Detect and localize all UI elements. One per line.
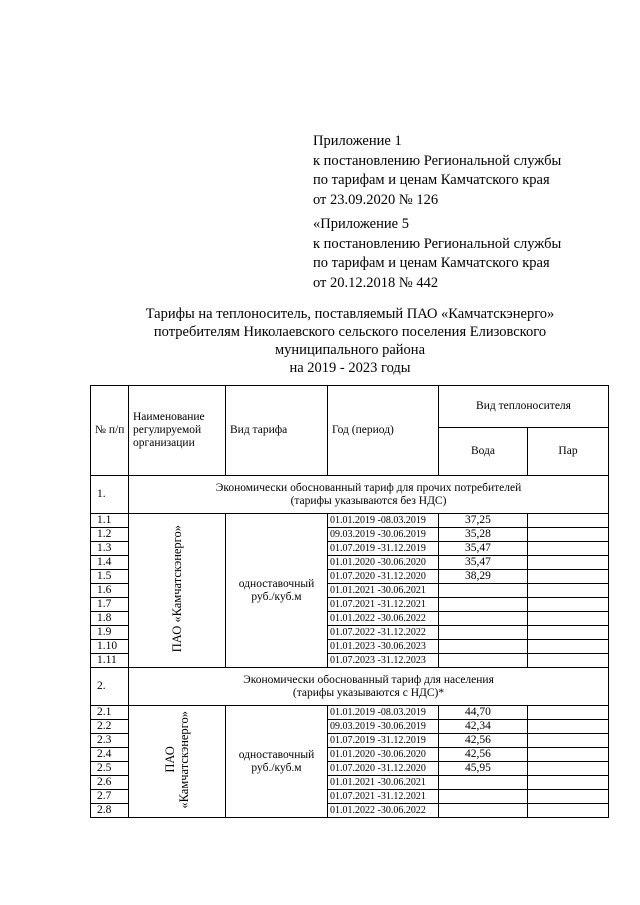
- row-period: 01.07.2021 -31.12.2021: [328, 598, 439, 612]
- row-water-value: [439, 584, 528, 598]
- row-water-value: 38,29: [439, 570, 528, 584]
- rate-unit-line: руб./куб.м: [251, 761, 302, 774]
- appendix-current-line: от 23.09.2020 № 126: [313, 191, 439, 208]
- section-1-title-line: Экономически обоснованный тариф для прочих потребителей: [215, 481, 522, 494]
- row-steam-value: [528, 556, 609, 570]
- row-period: 01.07.2019 -31.12.2019: [328, 542, 439, 556]
- row-steam-value: [528, 790, 609, 804]
- row-steam-value: [528, 748, 609, 762]
- section-2-title-line: Экономически обоснованный тариф для населения: [243, 673, 494, 686]
- row-num: 1.6: [91, 584, 129, 598]
- section-1-num: 1.: [91, 476, 129, 514]
- row-period: 01.07.2022 -31.12.2022: [328, 626, 439, 640]
- row-period: 01.07.2023 -31.12.2023: [328, 654, 439, 668]
- appendix-previous-header: [313, 215, 613, 293]
- table-row: [91, 514, 609, 528]
- appendix-current-line: по тарифам и ценам Камчатского края: [313, 172, 550, 188]
- row-water-value: [439, 804, 528, 818]
- row-num: 2.3: [91, 734, 129, 748]
- row-period: 09.03.2019 -30.06.2019: [328, 528, 439, 542]
- row-num: 1.11: [91, 654, 129, 668]
- row-num: 1.2: [91, 528, 129, 542]
- row-steam-value: [528, 734, 609, 748]
- row-steam-value: [528, 626, 609, 640]
- rate-type-line: одноставочный: [238, 748, 315, 761]
- title-line: Тарифы на теплоноситель, поставляемый ПАО «Камчатскэнерго»: [145, 306, 555, 322]
- header-period: Год (период): [328, 386, 439, 476]
- section-1-row: [91, 476, 609, 514]
- row-steam-value: [528, 640, 609, 654]
- row-water-value: 42,56: [439, 734, 528, 748]
- row-water-value: [439, 598, 528, 612]
- row-period: 01.07.2019 -31.12.2019: [328, 734, 439, 748]
- organization-name: ПАО «Камчатскэнерго»: [170, 524, 184, 653]
- section-2-title-line: (тарифы указываются с НДС)*: [292, 686, 445, 699]
- row-water-value: 44,70: [439, 706, 528, 720]
- row-num: 1.5: [91, 570, 129, 584]
- row-period: 01.01.2019 -08.03.2019: [328, 706, 439, 720]
- section-2-num: 2.: [91, 668, 129, 706]
- row-steam-value: [528, 612, 609, 626]
- row-period: 01.07.2021 -31.12.2021: [328, 790, 439, 804]
- section-1-rate-type: [226, 514, 328, 668]
- title-line: на 2019 - 2023 годы: [289, 360, 411, 376]
- section-2-row: [91, 668, 609, 706]
- tariff-table: [90, 385, 609, 818]
- section-1-title: [129, 476, 609, 514]
- row-period: 01.01.2022 -30.06.2022: [328, 804, 439, 818]
- row-water-value: [439, 654, 528, 668]
- organization-name-line: «Камчатскэнерго»: [177, 710, 191, 809]
- row-water-value: [439, 626, 528, 640]
- row-water-value: 45,95: [439, 762, 528, 776]
- appendix-current-line: Приложение 1: [313, 133, 402, 149]
- row-steam-value: [528, 654, 609, 668]
- row-steam-value: [528, 584, 609, 598]
- row-num: 2.2: [91, 720, 129, 734]
- row-steam-value: [528, 706, 609, 720]
- row-period: 01.07.2020 -31.12.2020: [328, 762, 439, 776]
- row-num: 1.8: [91, 612, 129, 626]
- row-steam-value: [528, 598, 609, 612]
- header-water: Вода: [439, 428, 528, 476]
- appendix-current-line: к постановлению Региональной службы: [313, 152, 562, 169]
- row-steam-value: [528, 762, 609, 776]
- row-water-value: 37,25: [439, 514, 528, 528]
- row-num: 1.3: [91, 542, 129, 556]
- row-water-value: [439, 612, 528, 626]
- section-2-title: [129, 668, 609, 706]
- row-steam-value: [528, 528, 609, 542]
- header-tariff-type: Вид тарифа: [226, 386, 328, 476]
- appendix-previous-line: к постановлению Региональной службы: [313, 235, 562, 252]
- section-2-organization: [129, 706, 226, 818]
- row-period: 01.07.2020 -31.12.2020: [328, 570, 439, 584]
- row-num: 2.1: [91, 706, 129, 720]
- row-num: 1.4: [91, 556, 129, 570]
- row-num: 2.4: [91, 748, 129, 762]
- row-steam-value: [528, 514, 609, 528]
- row-period: 01.01.2021 -30.06.2021: [328, 776, 439, 790]
- title-line: потребителям Николаевского сельского поселения Елизовского: [153, 324, 547, 340]
- row-num: 1.1: [91, 514, 129, 528]
- row-water-value: [439, 640, 528, 654]
- section-1-title-line: (тарифы указываются без НДС): [290, 494, 447, 507]
- row-water-value: 35,28: [439, 528, 528, 542]
- row-num: 1.10: [91, 640, 129, 654]
- row-num: 2.6: [91, 776, 129, 790]
- appendix-current-header: [313, 132, 613, 210]
- section-1-organization: [129, 514, 226, 668]
- row-period: 01.01.2020 -30.06.2020: [328, 556, 439, 570]
- appendix-previous-line: «Приложение 5: [313, 216, 409, 232]
- row-water-value: 35,47: [439, 542, 528, 556]
- row-water-value: [439, 790, 528, 804]
- header-steam: Пар: [528, 428, 609, 476]
- row-period: 01.01.2019 -08.03.2019: [328, 514, 439, 528]
- appendix-previous-line: от 20.12.2018 № 442: [313, 274, 439, 291]
- row-num: 1.7: [91, 598, 129, 612]
- title-line: муниципального района: [275, 342, 425, 358]
- row-water-value: 35,47: [439, 556, 528, 570]
- row-steam-value: [528, 804, 609, 818]
- rate-unit-line: руб./куб.м: [251, 590, 302, 603]
- row-steam-value: [528, 542, 609, 556]
- row-num: 2.8: [91, 804, 129, 818]
- appendix-previous-line: по тарифам и ценам Камчатского края: [313, 255, 550, 271]
- section-2-rate-type: [226, 706, 328, 818]
- row-water-value: [439, 776, 528, 790]
- row-num: 2.5: [91, 762, 129, 776]
- row-steam-value: [528, 776, 609, 790]
- row-steam-value: [528, 720, 609, 734]
- row-water-value: 42,34: [439, 720, 528, 734]
- row-steam-value: [528, 570, 609, 584]
- row-num: 1.9: [91, 626, 129, 640]
- organization-name-line: ПАО: [163, 746, 177, 773]
- header-organization: Наименование регулируемой организации: [129, 386, 226, 476]
- organization-name: [163, 711, 191, 809]
- rate-type-line: одноставочный: [238, 577, 315, 590]
- table-row: [91, 706, 609, 720]
- row-period: 01.01.2022 -30.06.2022: [328, 612, 439, 626]
- header-num: № п/п: [91, 386, 129, 476]
- row-water-value: 42,56: [439, 748, 528, 762]
- row-num: 2.7: [91, 790, 129, 804]
- row-period: 01.01.2023 -30.06.2023: [328, 640, 439, 654]
- header-coolant-type: Вид теплоносителя: [439, 386, 609, 428]
- row-period: 01.01.2021 -30.06.2021: [328, 584, 439, 598]
- row-period: 09.03.2019 -30.06.2019: [328, 720, 439, 734]
- row-period: 01.01.2020 -30.06.2020: [328, 748, 439, 762]
- document-title: [60, 305, 640, 377]
